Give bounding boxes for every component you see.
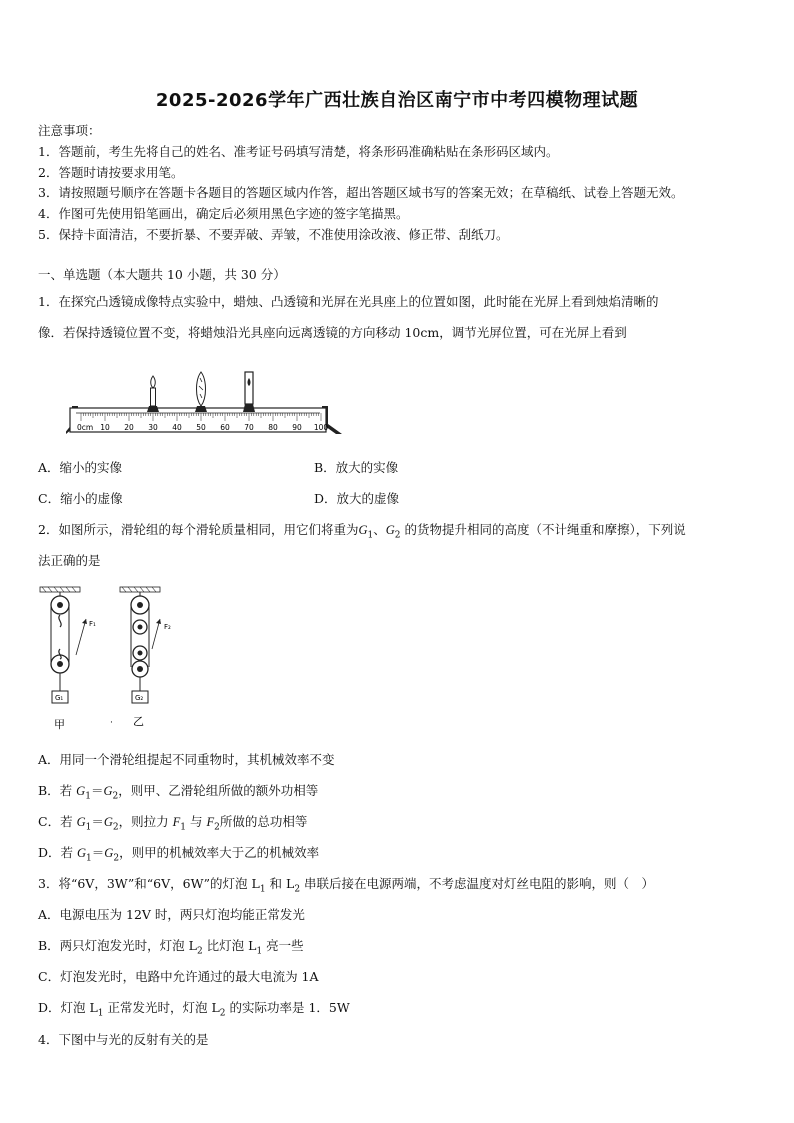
q2-option-a: A．用同一个滑轮组提起不同重物时，其机械效率不变	[38, 752, 335, 767]
notice-item: 1．答题前，考生先将自己的姓名、准考证号码填写清楚，将条形码准确粘贴在条形码区域内。	[38, 144, 559, 159]
optical-bench-figure	[66, 366, 348, 438]
q1-option-c: C．缩小的虚像	[38, 491, 123, 506]
section-heading: 一、单选题（本大题共 10 小题，共 30 分）	[38, 267, 286, 282]
scale-label: 80	[268, 423, 278, 432]
scale-label: 60	[220, 423, 230, 432]
scale-label: 70	[244, 423, 254, 432]
q3-option-b: B．两只灯泡发光时，灯泡 $L_2$ 比灯泡 $L_1$ 亮一些	[38, 938, 304, 957]
scale-label: 0cm	[77, 423, 94, 432]
weight-label-g2: G₂	[135, 694, 144, 702]
page-title: 2025-2026学年广西壮族自治区南宁市中考四模物理试题	[155, 90, 639, 111]
q3-text: 3．将“6V，3W”和“6V，6W”的灯泡 $L_1$ 和 $L_2$ 串联后接在电源两端，不考虑温度对灯丝电阻的影响，则（ ）	[38, 876, 655, 895]
pulley-systems-figure	[38, 585, 188, 733]
q2-text-line1: 2．如图所示，滑轮组的每个滑轮质量相同，用它们将重为$G_1$、$G_2$ 的货物提升相同的高度（不计绳重和摩擦），下列说	[38, 522, 686, 541]
force-label-f1: F₁	[89, 620, 96, 628]
q1-option-b: B．放大的实像	[314, 460, 399, 475]
scale-label: 30	[148, 423, 158, 432]
q2-text-line2: 法正确的是	[38, 553, 101, 568]
figure-label-jia: 甲	[54, 718, 65, 731]
scale-label: 100	[313, 423, 329, 432]
q2-option-c: C．若 $G_1=G_2$，则拉力 $F_1$ 与 $F_2$所做的总功相等	[38, 814, 308, 833]
q3-option-c: C．灯泡发光时，电路中允许通过的最大电流为 1A	[38, 969, 319, 984]
force-label-f2: F₂	[164, 623, 171, 631]
notice-item: 3．请按照题号顺序在答题卡各题目的答题区域内作答，超出答题区域书写的答案无效；在草稿纸、试卷上答题无效。	[38, 185, 684, 200]
scale-label: 20	[124, 423, 134, 432]
q2-option-b: B．若 $G_1=G_2$，则甲、乙滑轮组所做的额外功相等	[38, 783, 319, 802]
q2-option-d: D．若 $G_1=G_2$，则甲的机械效率大于乙的机械效率	[38, 845, 320, 864]
q1-option-d: D．放大的虚像	[314, 491, 400, 506]
weight-label-g1: G₁	[55, 694, 64, 702]
q3-option-d: D．灯泡 $L_1$ 正常发光时，灯泡 $L_2$ 的实际功率是 1．5W	[38, 1000, 350, 1019]
light-screen	[243, 372, 255, 412]
scale-label: 90	[292, 423, 302, 432]
scale-label: 50	[196, 423, 206, 432]
notice-heading: 注意事项：	[38, 123, 101, 138]
q1-text-line1: 1．在探究凸透镜成像特点实验中，蜡烛、凸透镜和光屏在光具座上的位置如图，此时能在光屏上看到烛焰清晰的	[38, 294, 659, 309]
scale-label: 40	[172, 423, 182, 432]
notice-item: 2．答题时请按要求用笔。	[38, 165, 184, 180]
pulley-system-jia	[40, 587, 87, 703]
figure-dot: ·	[110, 718, 113, 728]
notice-item: 4．作图可先使用铅笔画出，确定后必须用黑色字迹的签字笔描黑。	[38, 206, 409, 221]
convex-lens	[195, 372, 207, 412]
candle	[147, 376, 159, 412]
scale-label: 10	[100, 423, 110, 432]
notice-item: 5．保持卡面清洁，不要折暴、不要弄破、弄皱，不准使用涂改液、修正带、刮纸刀。	[38, 227, 509, 242]
q1-text-line2: 像．若保持透镜位置不变，将蜡烛沿光具座向远离透镜的方向移动 10cm，调节光屏位置，可在光屏上看到	[38, 325, 627, 340]
q3-option-a: A．电源电压为 12V 时，两只灯泡均能正常发光	[38, 907, 305, 922]
pulley-system-yi	[120, 587, 161, 703]
q4-text: 4．下图中与光的反射有关的是	[38, 1032, 209, 1047]
q1-option-a: A．缩小的实像	[38, 460, 123, 475]
figure-label-yi: 乙	[133, 715, 144, 728]
